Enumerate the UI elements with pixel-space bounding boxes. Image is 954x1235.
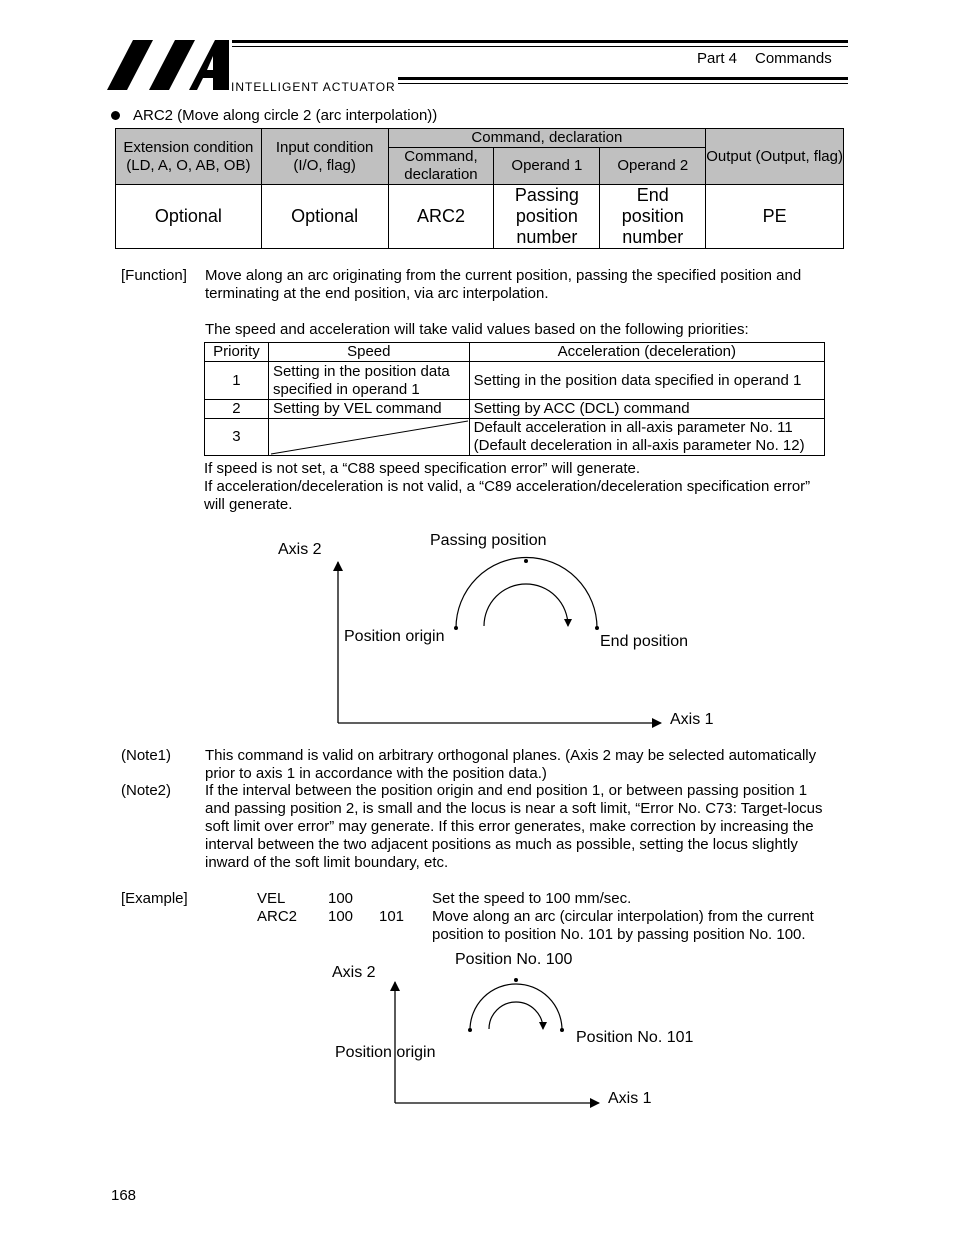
header-output: Output (Output, flag) xyxy=(706,129,844,185)
d1-axis2-label: Axis 2 xyxy=(278,541,322,558)
page-number: 168 xyxy=(111,1187,137,1204)
priority-cell: 3 xyxy=(205,419,269,456)
example-desc: Set the speed to 100 mm/sec. xyxy=(432,890,632,907)
note1-line: prior to axis 1 in accordance with the position data.) xyxy=(205,765,547,782)
function-line2: terminating at the end position, via arc interpolation. xyxy=(205,285,549,302)
priority-intro: The speed and acceleration will take valid values based on the following priorities: xyxy=(205,321,749,338)
d2-axis1-label: Axis 1 xyxy=(608,1090,652,1107)
header-section: Commands xyxy=(755,50,832,67)
cell-operand2: End position number xyxy=(600,185,706,249)
cell-output: PE xyxy=(706,185,844,249)
note2-line: inward of the soft limit boundary, etc. xyxy=(205,854,449,871)
note1-line: This command is valid on arbitrary orthogonal planes. (Axis 2 may be selected automatically xyxy=(205,747,817,764)
error-line1: If speed is not set, a “C88 speed specification error” will generate. xyxy=(204,460,641,477)
accel-cell: Setting in the position data specified in operand 1 xyxy=(469,362,824,400)
example-label: [Example] xyxy=(121,890,188,907)
diagram2-arc xyxy=(468,978,564,1032)
header-operand2: Operand 2 xyxy=(600,148,706,185)
d2-origin-label: Position origin xyxy=(335,1044,436,1061)
note2-line: soft limit over error” may generate. If this error generates, make correction by increasing the xyxy=(205,818,814,835)
section-title: ARC2 (Move along circle 2 (arc interpolation)) xyxy=(133,107,438,124)
table-row xyxy=(205,400,825,419)
bullet-icon xyxy=(111,111,120,120)
speed-cell: Setting by VEL command xyxy=(268,400,469,419)
speed-header: Speed xyxy=(268,343,469,362)
header-operand1: Operand 1 xyxy=(494,148,600,185)
d2-end-label: Position No. 101 xyxy=(576,1029,694,1046)
table-row xyxy=(205,419,825,456)
error-line2: If acceleration/deceleration is not valid, a “C89 acceleration/deceleration specification error” xyxy=(204,478,811,495)
header-input: Input condition (I/O, flag) xyxy=(261,129,388,185)
note2-line: and passing position 2, is small and the locus is near a soft limit, “Error No. C73: Target-locus xyxy=(205,800,823,817)
command-table xyxy=(115,128,844,249)
diagram1-arc xyxy=(454,557,599,630)
priority-table xyxy=(204,342,825,456)
example-op2: 101 xyxy=(379,908,405,925)
d1-passing-label: Passing position xyxy=(430,532,547,549)
cell-extension: Optional xyxy=(116,185,262,249)
function-line1: Move along an arc originating from the current position, passing the specified position and xyxy=(205,267,802,284)
error-line3: will generate. xyxy=(204,496,293,513)
priority-cell: 1 xyxy=(205,362,269,400)
accel-header: Acceleration (deceleration) xyxy=(469,343,824,362)
cell-command: ARC2 xyxy=(388,185,494,249)
note2-line: If the interval between the position origin and end position 1, or between passing position 1 xyxy=(205,782,808,799)
header-extension: Extension condition (LD, A, O, AB, OB) xyxy=(116,129,262,185)
speed-cell-empty xyxy=(268,419,469,456)
accel-line: (Default deceleration in all-axis parameter No. 12) xyxy=(473,437,805,454)
example-desc: Move along an arc (circular interpolation) from the current xyxy=(432,908,814,925)
priority-cell: 2 xyxy=(205,400,269,419)
logo-text: INTELLIGENT ACTUATOR xyxy=(231,80,396,94)
d1-origin-label: Position origin xyxy=(344,628,445,645)
d1-end-label: End position xyxy=(600,633,689,650)
diagonal-line xyxy=(269,419,470,456)
function-label: [Function] xyxy=(121,267,187,284)
priority-header: Priority xyxy=(205,343,269,362)
example-desc: position to position No. 101 by passing position No. 100. xyxy=(432,926,806,943)
header-part: Part 4 xyxy=(697,50,738,67)
note2-label: (Note2) xyxy=(121,782,172,799)
d2-passing-label: Position No. 100 xyxy=(455,951,573,968)
d1-axis1-label: Axis 1 xyxy=(670,711,714,728)
example-cmd: ARC2 xyxy=(257,908,298,925)
accel-cell: Setting by ACC (DCL) command xyxy=(469,400,824,419)
company-logo xyxy=(105,38,230,92)
header-command-group: Command, declaration xyxy=(388,129,706,148)
speed-line: specified in operand 1 xyxy=(272,380,420,398)
table-row xyxy=(205,362,825,400)
speed-line: Setting in the position data xyxy=(272,362,450,380)
note2-line: interval between the two adjacent positions as much as possible, setting the locus slightly xyxy=(205,836,798,853)
note1-label: (Note1) xyxy=(121,747,172,764)
speed-cell xyxy=(268,362,469,400)
d2-axis2-label: Axis 2 xyxy=(332,964,376,981)
cell-operand1: Passing position number xyxy=(494,185,600,249)
accel-line: Default acceleration in all-axis parameter No. 11 xyxy=(473,419,793,436)
header-command: Command, declaration xyxy=(388,148,494,185)
example-op1: 100 xyxy=(328,890,354,907)
accel-cell xyxy=(469,419,824,456)
example-op1: 100 xyxy=(328,908,354,925)
diagram2-axes xyxy=(395,982,599,1103)
cell-input: Optional xyxy=(261,185,388,249)
example-cmd: VEL xyxy=(257,890,286,907)
